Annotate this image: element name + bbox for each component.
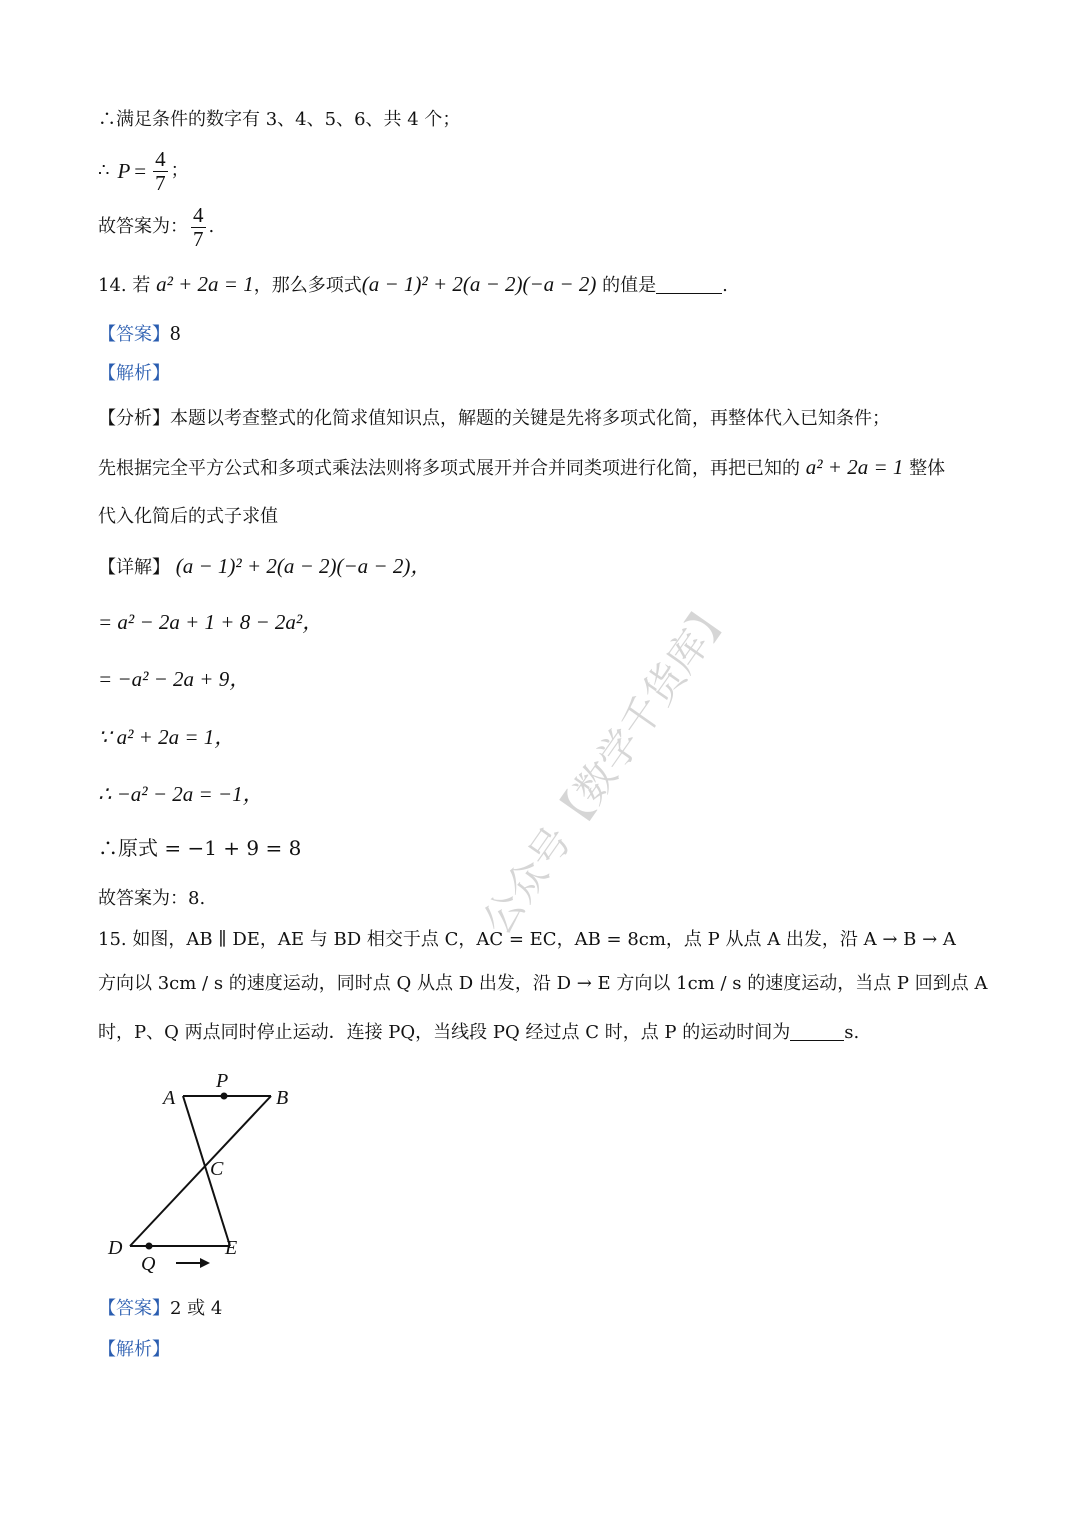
equals-sign: = (134, 159, 147, 183)
answer-prefix: 故答案为： (98, 216, 188, 237)
probability-fraction (153, 148, 168, 195)
q15-line-3-text: 时，P、Q 两点同时停止运动．连接 PQ，当线段 PQ 经过点 C 时，点 P 的运动时间为 (98, 1022, 791, 1043)
p-variable: P (117, 159, 131, 183)
detail-step-1: = a² − 2a + 1 + 8 − 2a²， (98, 610, 324, 634)
point-q-dot (146, 1243, 153, 1250)
watermark: 公众号【数学千货库】 (474, 589, 742, 944)
q15-line-1: 15. 如图，AB ∥ DE，AE 与 BD 相交于点 C，AC = EC，AB = 8cm，点 P 从点 A 出发，沿 A → B → A (98, 929, 956, 950)
label-e: E (225, 1237, 238, 1259)
fraction-numerator: 4 (155, 146, 166, 171)
label-d: D (108, 1237, 123, 1259)
analysis-text: 先根据完全平方公式和多项式乘法法则将多项式展开并合并同类项进行化简，再把已知的 (98, 458, 800, 479)
label-p: P (216, 1070, 229, 1092)
q14-answer-line (98, 321, 181, 347)
fraction-denominator: 7 (155, 170, 166, 195)
q14-final-answer: 故答案为：8. (98, 888, 206, 909)
q14-detail-line (98, 554, 431, 580)
detail-step-3: ∵ a² + 2a = 1， (98, 725, 236, 749)
q14-number: 14. 若 (98, 275, 151, 296)
q15-unit: s. (844, 1022, 860, 1043)
q14-condition: a² + 2a = 1 (156, 272, 254, 296)
q15-answer-blank (790, 1020, 844, 1041)
q14-expression: (a − 1)² + 2(a − 2)(−a − 2) (361, 272, 597, 296)
q15-line-2: 方向以 3cm / s 的速度运动，同时点 Q 从点 D 出发，沿 D → E 方向以 1cm / s 的速度运动，当点 P 回到点 A (98, 973, 988, 994)
prev-conclusion-line: ∴满足条件的数字有 3、4、5、6、共 4 个； (98, 109, 461, 130)
label-c: C (210, 1158, 224, 1180)
prev-probability-line (98, 146, 189, 196)
answer-tag: 【答案】 (98, 324, 170, 345)
answer-blank (656, 273, 722, 294)
detail-step-2: = −a² − 2a + 9， (98, 667, 251, 691)
arrow-head-icon (200, 1258, 210, 1268)
prev-answer-line (98, 202, 214, 252)
analysis-end: 整体 (909, 458, 946, 479)
label-q: Q (141, 1253, 156, 1275)
segment-bd (130, 1096, 271, 1246)
xiangjie-tag: 【详解】 (98, 557, 170, 578)
q14-analysis-line (98, 407, 890, 431)
q15-answer: 2 或 4 (170, 1298, 223, 1319)
answer-denominator: 7 (193, 226, 204, 251)
geometry-figure (100, 1068, 320, 1284)
analysis-math: a² + 2a = 1 (805, 455, 904, 479)
therefore-symbol: ∴ (98, 160, 110, 181)
q14-tail-text: 的值是 (602, 275, 657, 296)
q14-answer: 8 (170, 321, 181, 345)
detail-step-5: ∴原式 = −1 + 9 = 8 (98, 836, 302, 860)
q15-answer-tag: 【答案】 (98, 1298, 170, 1319)
answer-period: . (208, 216, 215, 237)
label-a: A (163, 1087, 176, 1109)
detail-step-4: ∴ −a² − 2a = −1， (98, 782, 264, 806)
q14-analysis-line-3: 代入化简后的式子求值 (98, 506, 278, 527)
fenxi-text: 本题以考查整式的化简求值知识点，解题的关键是先将多项式化简，再整体代入已知条件； (170, 408, 890, 429)
question-14 (98, 272, 728, 298)
q14-end: . (722, 275, 728, 296)
q15-answer-line (98, 1297, 222, 1321)
semicolon: ； (170, 160, 189, 181)
q14-analysis-line-2 (98, 455, 945, 481)
point-p-dot (221, 1093, 228, 1100)
label-b: B (276, 1087, 289, 1109)
q14-mid-text: ，那么多项式 (253, 275, 362, 296)
answer-numerator: 4 (193, 202, 204, 227)
answer-fraction (191, 204, 206, 251)
q15-line-3 (98, 1020, 859, 1045)
fenxi-tag: 【分析】 (98, 408, 170, 429)
q15-jiexi-tag: 【解析】 (98, 1339, 170, 1360)
detail-step-0: (a − 1)² + 2(a − 2)(−a − 2)， (175, 554, 432, 578)
q14-jiexi-tag: 【解析】 (98, 363, 170, 384)
